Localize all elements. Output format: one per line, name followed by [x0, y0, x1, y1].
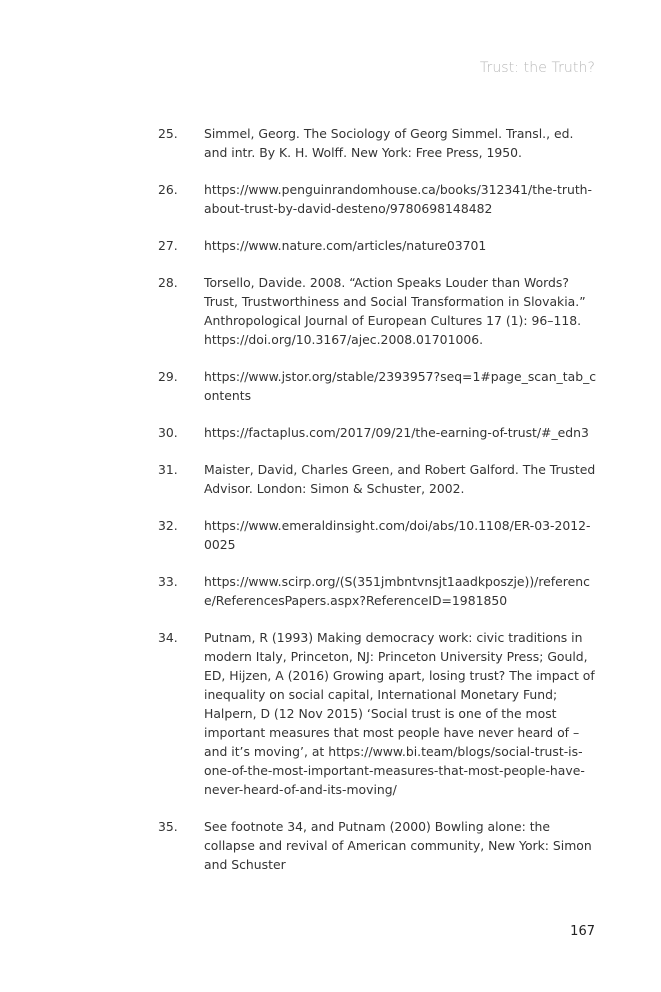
endnote-number: 32.	[158, 518, 178, 533]
endnote-link[interactable]: https://www.nature.com/articles/nature03701	[204, 238, 487, 253]
endnotes-list	[158, 124, 598, 892]
endnote-link[interactable]: https://www.penguinrandomhouse.ca/books/312341/the-truth-about-trust-by-david-desteno/9780698148482	[204, 182, 593, 216]
endnote-number: 26.	[158, 182, 178, 197]
endnote-link[interactable]: https://www.emeraldinsight.com/doi/abs/10.1108/ER-03-2012-0025	[204, 518, 591, 552]
endnote-item	[158, 628, 598, 799]
endnote-number: 29.	[158, 369, 178, 384]
page-number: 167	[570, 924, 595, 939]
endnote-item	[158, 273, 598, 349]
endnote-item	[158, 817, 598, 874]
endnote-item	[158, 423, 598, 442]
endnote-number: 33.	[158, 574, 178, 589]
endnote-item	[158, 460, 598, 498]
endnote-link[interactable]: https://www.jstor.org/stable/2393957?seq=1#page_scan_tab_contents	[204, 369, 597, 403]
endnote-number: 27.	[158, 238, 178, 253]
endnote-item	[158, 572, 598, 610]
endnote-number: 34.	[158, 630, 178, 645]
endnote-item	[158, 367, 598, 405]
endnote-text: Putnam, R (1993) Making democracy work: civic traditions in modern Italy, Princeton, NJ: Princeton University Press; Gould, ED, Hijzen, A (2016) Growing apart, losing trust? The impact of inequality on social capital, International Monetary Fund; Halpern, D (12 Nov 2015) ‘Social trust is one of the most important measures that most people have never heard of – and it’s moving’, at https://www.bi.team/blogs/social-trust-is-one-of-the-most-important-measures-that-most-people-have-never-heard-of-and-its-moving/	[204, 630, 595, 797]
endnote-number: 25.	[158, 126, 178, 141]
endnote-text: Maister, David, Charles Green, and Robert Galford. The Trusted Advisor. London: Simon & Schuster, 2002.	[204, 462, 596, 496]
endnote-text: Torsello, Davide. 2008. “Action Speaks Louder than Words? Trust, Trustworthiness and Social Transformation in Slovakia.” Anthropological Journal of European Cultures 17 (1): 96–118. https://doi.org/10.3167/ajec.2008.01701006.	[204, 275, 586, 347]
endnote-number: 28.	[158, 275, 178, 290]
endnote-item	[158, 516, 598, 554]
endnote-link[interactable]: https://www.scirp.org/(S(351jmbntvnsjt1aadkposzje))/reference/ReferencesPapers.aspx?ReferenceID=1981850	[204, 574, 590, 608]
endnote-number: 30.	[158, 425, 178, 440]
endnote-number: 35.	[158, 819, 178, 834]
running-head-title: Trust: the Truth?	[479, 60, 595, 76]
endnote-item	[158, 236, 598, 255]
endnote-number: 31.	[158, 462, 178, 477]
endnote-item	[158, 124, 598, 162]
endnote-item	[158, 180, 598, 218]
endnote-text: Simmel, Georg. The Sociology of Georg Simmel. Transl., ed. and intr. By K. H. Wolff. New York: Free Press, 1950.	[204, 126, 574, 160]
endnote-link[interactable]: https://factaplus.com/2017/09/21/the-earning-of-trust/#_edn3	[204, 425, 589, 440]
endnote-text: See footnote 34, and Putnam (2000) Bowling alone: the collapse and revival of American community, New York: Simon and Schuster	[204, 819, 592, 872]
